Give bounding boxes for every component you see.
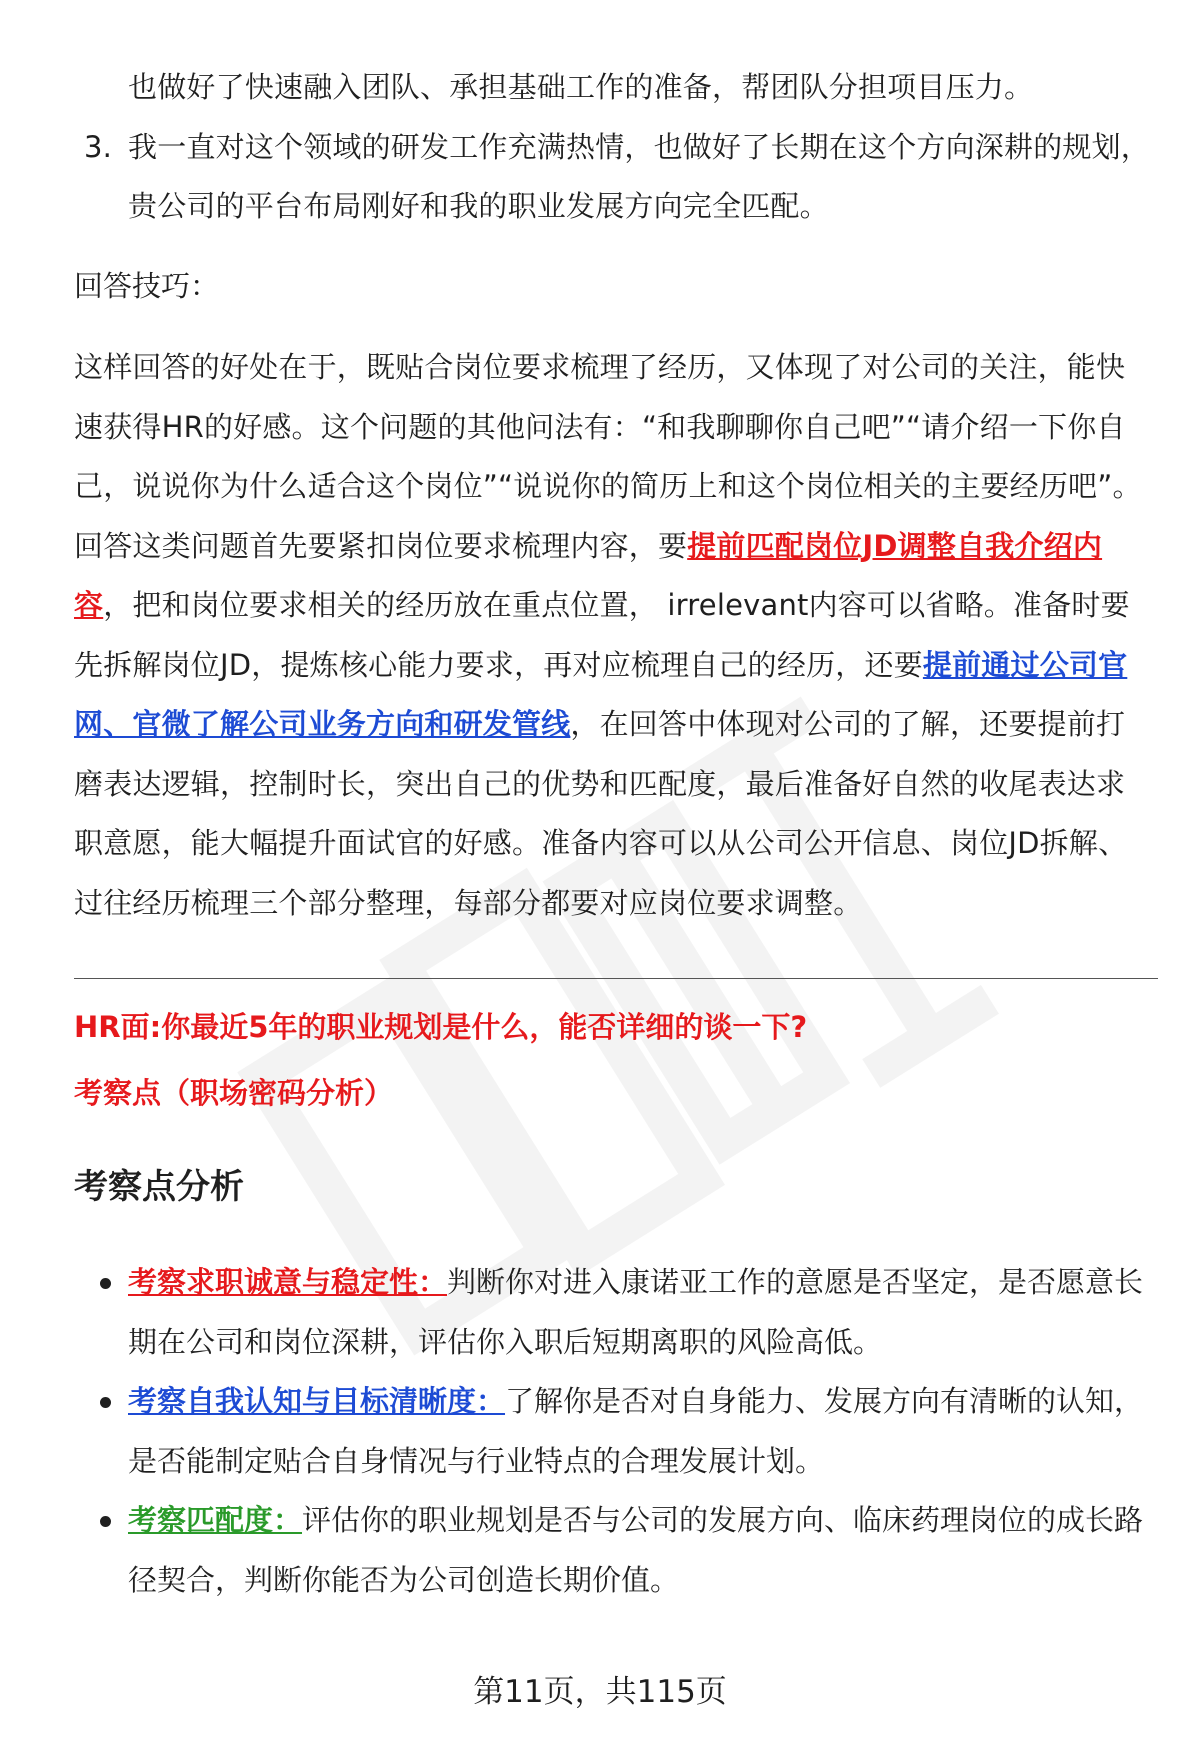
bullet-text: 了解你是否对自身能力、发展方向有清晰的认知，是否能制定贴合自身情况与行业特点的合理发展计划。 — [128, 1384, 1144, 1478]
bullet-title-red: 考察求职诚意与稳定性： — [128, 1265, 448, 1299]
bullet-dot-icon — [100, 1397, 111, 1408]
hr-question: HR面:你最近5年的职业规划是什么，能否详细的谈一下? — [74, 1010, 808, 1044]
highlight-blue-company: 提前通过公司官网、官微了解公司业务方向和研发管线 — [74, 647, 1128, 741]
tips-text-part1: 这样回答的好处在于，既贴合岗位要求梳理了经历，又体现了对公司的关注，能快速获得HR的好感。这个问题的其他问法有：“和我聊聊你自己吧”“请介绍一下你自己，说说你为什么适合这个岗位”“说说你的简历上和这个岗位相关的主要经历吧”。回答这类问题首先要紧扣岗位要求梳理内容，要 — [74, 350, 1142, 563]
section-divider — [74, 978, 1158, 979]
list-item-continuation — [74, 58, 1154, 118]
bullet-title-blue: 考察自我认知与目标清晰度： — [128, 1384, 506, 1418]
list-item-text: 我一直对这个领域的研发工作充满热情，也做好了长期在这个方向深耕的规划，贵公司的平台布局刚好和我的职业发展方向完全匹配。 — [128, 129, 1151, 223]
list-item-3 — [74, 118, 1154, 237]
bullet-item-1 — [74, 1253, 1154, 1372]
bullet-item-2 — [74, 1372, 1154, 1491]
bullet-list — [74, 1253, 1154, 1610]
tips-text-part3: ，在回答中体现对公司的了解，还要提前打磨表达逻辑，控制时长，突出自己的优势和匹配度，最后准备好自然的收尾表达求职意愿，能大幅提升面试官的好感。准备内容可以从公司公开信息、岗位JD拆解、过往经历梳理三个部分整理，每部分都要对应岗位要求调整。 — [74, 707, 1128, 920]
bullet-dot-icon — [100, 1516, 111, 1527]
tips-paragraph — [74, 338, 1154, 933]
bullet-dot-icon — [100, 1278, 111, 1289]
bullet-title-green: 考察匹配度： — [128, 1503, 303, 1537]
list-continuation-text: 也做好了快速融入团队、承担基础工作的准备，帮团队分担项目压力。 — [128, 70, 1034, 104]
bullet-item-3 — [74, 1491, 1154, 1610]
tips-text-part2: ，把和岗位要求相关的经历放在重点位置， irrelevant内容可以省略。准备时要先拆解岗位JD，提炼核心能力要求，再对应梳理自己的经历，还要 — [74, 588, 1130, 682]
page-footer: 第11页，共115页 — [473, 1674, 727, 1710]
list-number: 3. — [84, 129, 113, 164]
tips-label: 回答技巧： — [74, 268, 220, 303]
document-content — [74, 58, 1154, 1610]
bullet-text: 判断你对进入康诺亚工作的意愿是否坚定，是否愿意长期在公司和岗位深耕，评估你入职后短期离职的风险高低。 — [128, 1265, 1144, 1359]
hr-point-label: 考察点（职场密码分析） — [74, 1076, 394, 1110]
highlight-red-jd: 提前匹配岗位JD调整自我介绍内容 — [74, 528, 1103, 622]
bullet-text: 评估你的职业规划是否与公司的发展方向、临床药理岗位的成长路径契合，判断你能否为公司创造长期价值。 — [128, 1503, 1144, 1597]
section-title: 考察点分析 — [74, 1167, 244, 1207]
